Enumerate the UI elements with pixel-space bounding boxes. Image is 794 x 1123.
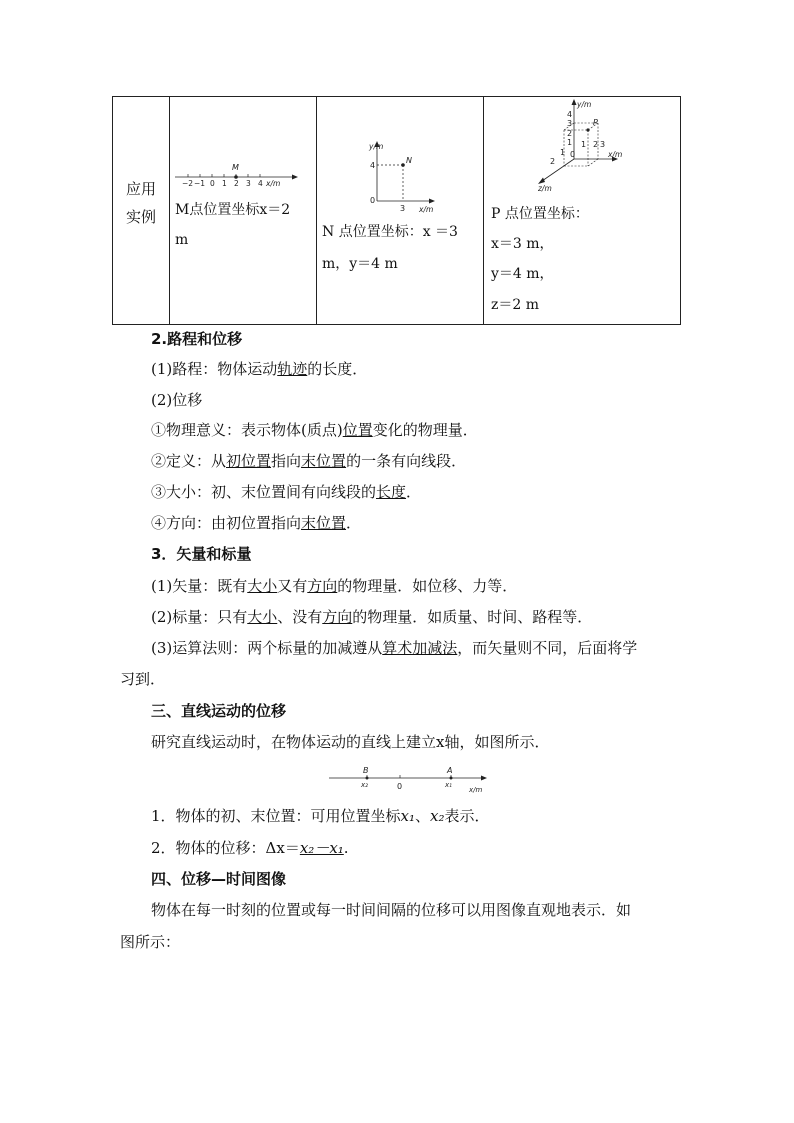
p-point-label: P xyxy=(593,118,598,127)
p-3d-coordinate-diagram xyxy=(484,97,680,197)
p-x-tick-3: 3 xyxy=(600,140,606,149)
paragraph-displacement: (2)位移 xyxy=(151,391,203,409)
n-y-tick: 4 xyxy=(370,161,376,170)
m-caption-line2: m xyxy=(175,232,189,248)
n-x-tick: 3 xyxy=(400,204,406,213)
paragraph-initial-final-position: 1．物体的初、末位置：可用位置坐标x₁、x₂表示． xyxy=(151,807,490,825)
p-z-tick-1: 1 xyxy=(560,148,566,157)
p-line-x: x＝3 m， xyxy=(491,236,554,252)
paragraph-xt-graph-line2: 图所示： xyxy=(120,933,181,951)
p-x-tick-1: 1 xyxy=(581,140,587,149)
p-caption-title: P 点位置坐标： xyxy=(491,206,589,222)
paragraph-line-motion-intro: 研究直线运动时，在物体运动的直线上建立x轴，如图所示． xyxy=(151,733,550,751)
n-y-axis-label: y/m xyxy=(369,142,384,151)
tick-0: 0 xyxy=(397,782,403,791)
paragraph-operation-rule: (3)运算法则：两个标量的加减遵从算术加减法，而矢量则不同，后面将学 xyxy=(151,639,638,657)
paragraph-magnitude: ③大小：初、末位置间有向线段的长度． xyxy=(151,483,422,501)
p-line-z: z＝2 m xyxy=(491,297,540,313)
p-x-axis-label: x/m xyxy=(608,150,623,159)
m-tick-neg1: −1 xyxy=(194,179,206,188)
section-5-heading: 四、位移—时间图像 xyxy=(151,870,287,888)
m-tick-2: 2 xyxy=(234,179,239,188)
m-tick-neg2: −2 xyxy=(182,179,194,188)
p-origin: 0 xyxy=(570,150,576,159)
paragraph-xt-graph-line1: 物体在每一时刻的位置或每一时间间隔的位移可以用图像直观地表示．如 xyxy=(151,901,632,919)
paragraph-scalar: (2)标量：只有大小、没有方向的物理量．如质量、时间、路程等． xyxy=(151,608,593,626)
paragraph-displacement-formula: 2．物体的位移：Δx＝x₂－x₁. xyxy=(151,839,349,857)
n-point-label: N xyxy=(406,156,412,165)
p-x-tick-2: 2 xyxy=(593,140,599,149)
p-point-cell xyxy=(484,97,680,324)
paragraph-operation-rule-cont: 习到． xyxy=(120,670,166,688)
paragraph-physical-meaning: ①物理意义：表示物体(质点)位置变化的物理量． xyxy=(151,421,478,439)
m-tick-1: 1 xyxy=(222,179,227,188)
tick-x1: x₁ xyxy=(445,781,452,789)
p-z-axis-label: z/m xyxy=(538,184,552,193)
m-axis-label: x/m xyxy=(266,179,281,188)
p-y-tick-3: 3 xyxy=(567,119,573,128)
p-line-y: y＝4 m， xyxy=(491,266,554,282)
m-point-cell xyxy=(170,97,317,324)
m-point-label: M xyxy=(232,163,239,172)
section-3-heading: 3．矢量和标量 xyxy=(151,545,252,563)
paragraph-definition: ②定义：从初位置指向末位置的一条有向线段． xyxy=(151,452,467,470)
n-origin: 0 xyxy=(370,196,376,205)
m-tick-0: 0 xyxy=(210,179,215,188)
label-b: B xyxy=(363,766,369,775)
x-axis-line-diagram xyxy=(325,762,495,798)
example-table xyxy=(112,96,681,325)
n-point-cell xyxy=(317,97,484,324)
label-a: A xyxy=(447,766,453,775)
n-caption-line1: N 点位置坐标：x ＝3 xyxy=(322,224,458,240)
row-header-cell xyxy=(113,97,170,324)
tick-x2: x₂ xyxy=(361,781,368,789)
n-x-axis-label: x/m xyxy=(419,205,434,214)
n-coordinate-diagram xyxy=(317,135,484,215)
m-tick-4: 4 xyxy=(258,179,263,188)
axis-label: x/m xyxy=(469,786,483,794)
p-y-tick-2: 2 xyxy=(567,129,573,138)
section-2-heading: 2.路程和位移 xyxy=(151,330,243,348)
p-y-tick-4: 4 xyxy=(567,110,573,119)
paragraph-path: (1)路程：物体运动轨迹的长度． xyxy=(151,360,368,378)
paragraph-direction: ④方向：由初位置指向末位置． xyxy=(151,514,362,532)
p-y-tick-1: 1 xyxy=(567,138,573,147)
n-caption-line2: m，y＝4 m xyxy=(322,256,398,272)
p-z-tick-2: 2 xyxy=(550,157,556,166)
row-header: 应用 实例 xyxy=(125,180,156,226)
m-tick-3: 3 xyxy=(246,179,251,188)
m-caption-line1: M点位置坐标x＝2 xyxy=(175,202,291,218)
section-4-heading: 三、直线运动的位移 xyxy=(151,702,287,720)
paragraph-vector: (1)矢量：既有大小又有方向的物理量．如位移、力等． xyxy=(151,577,518,595)
p-y-axis-label: y/m xyxy=(577,100,592,109)
